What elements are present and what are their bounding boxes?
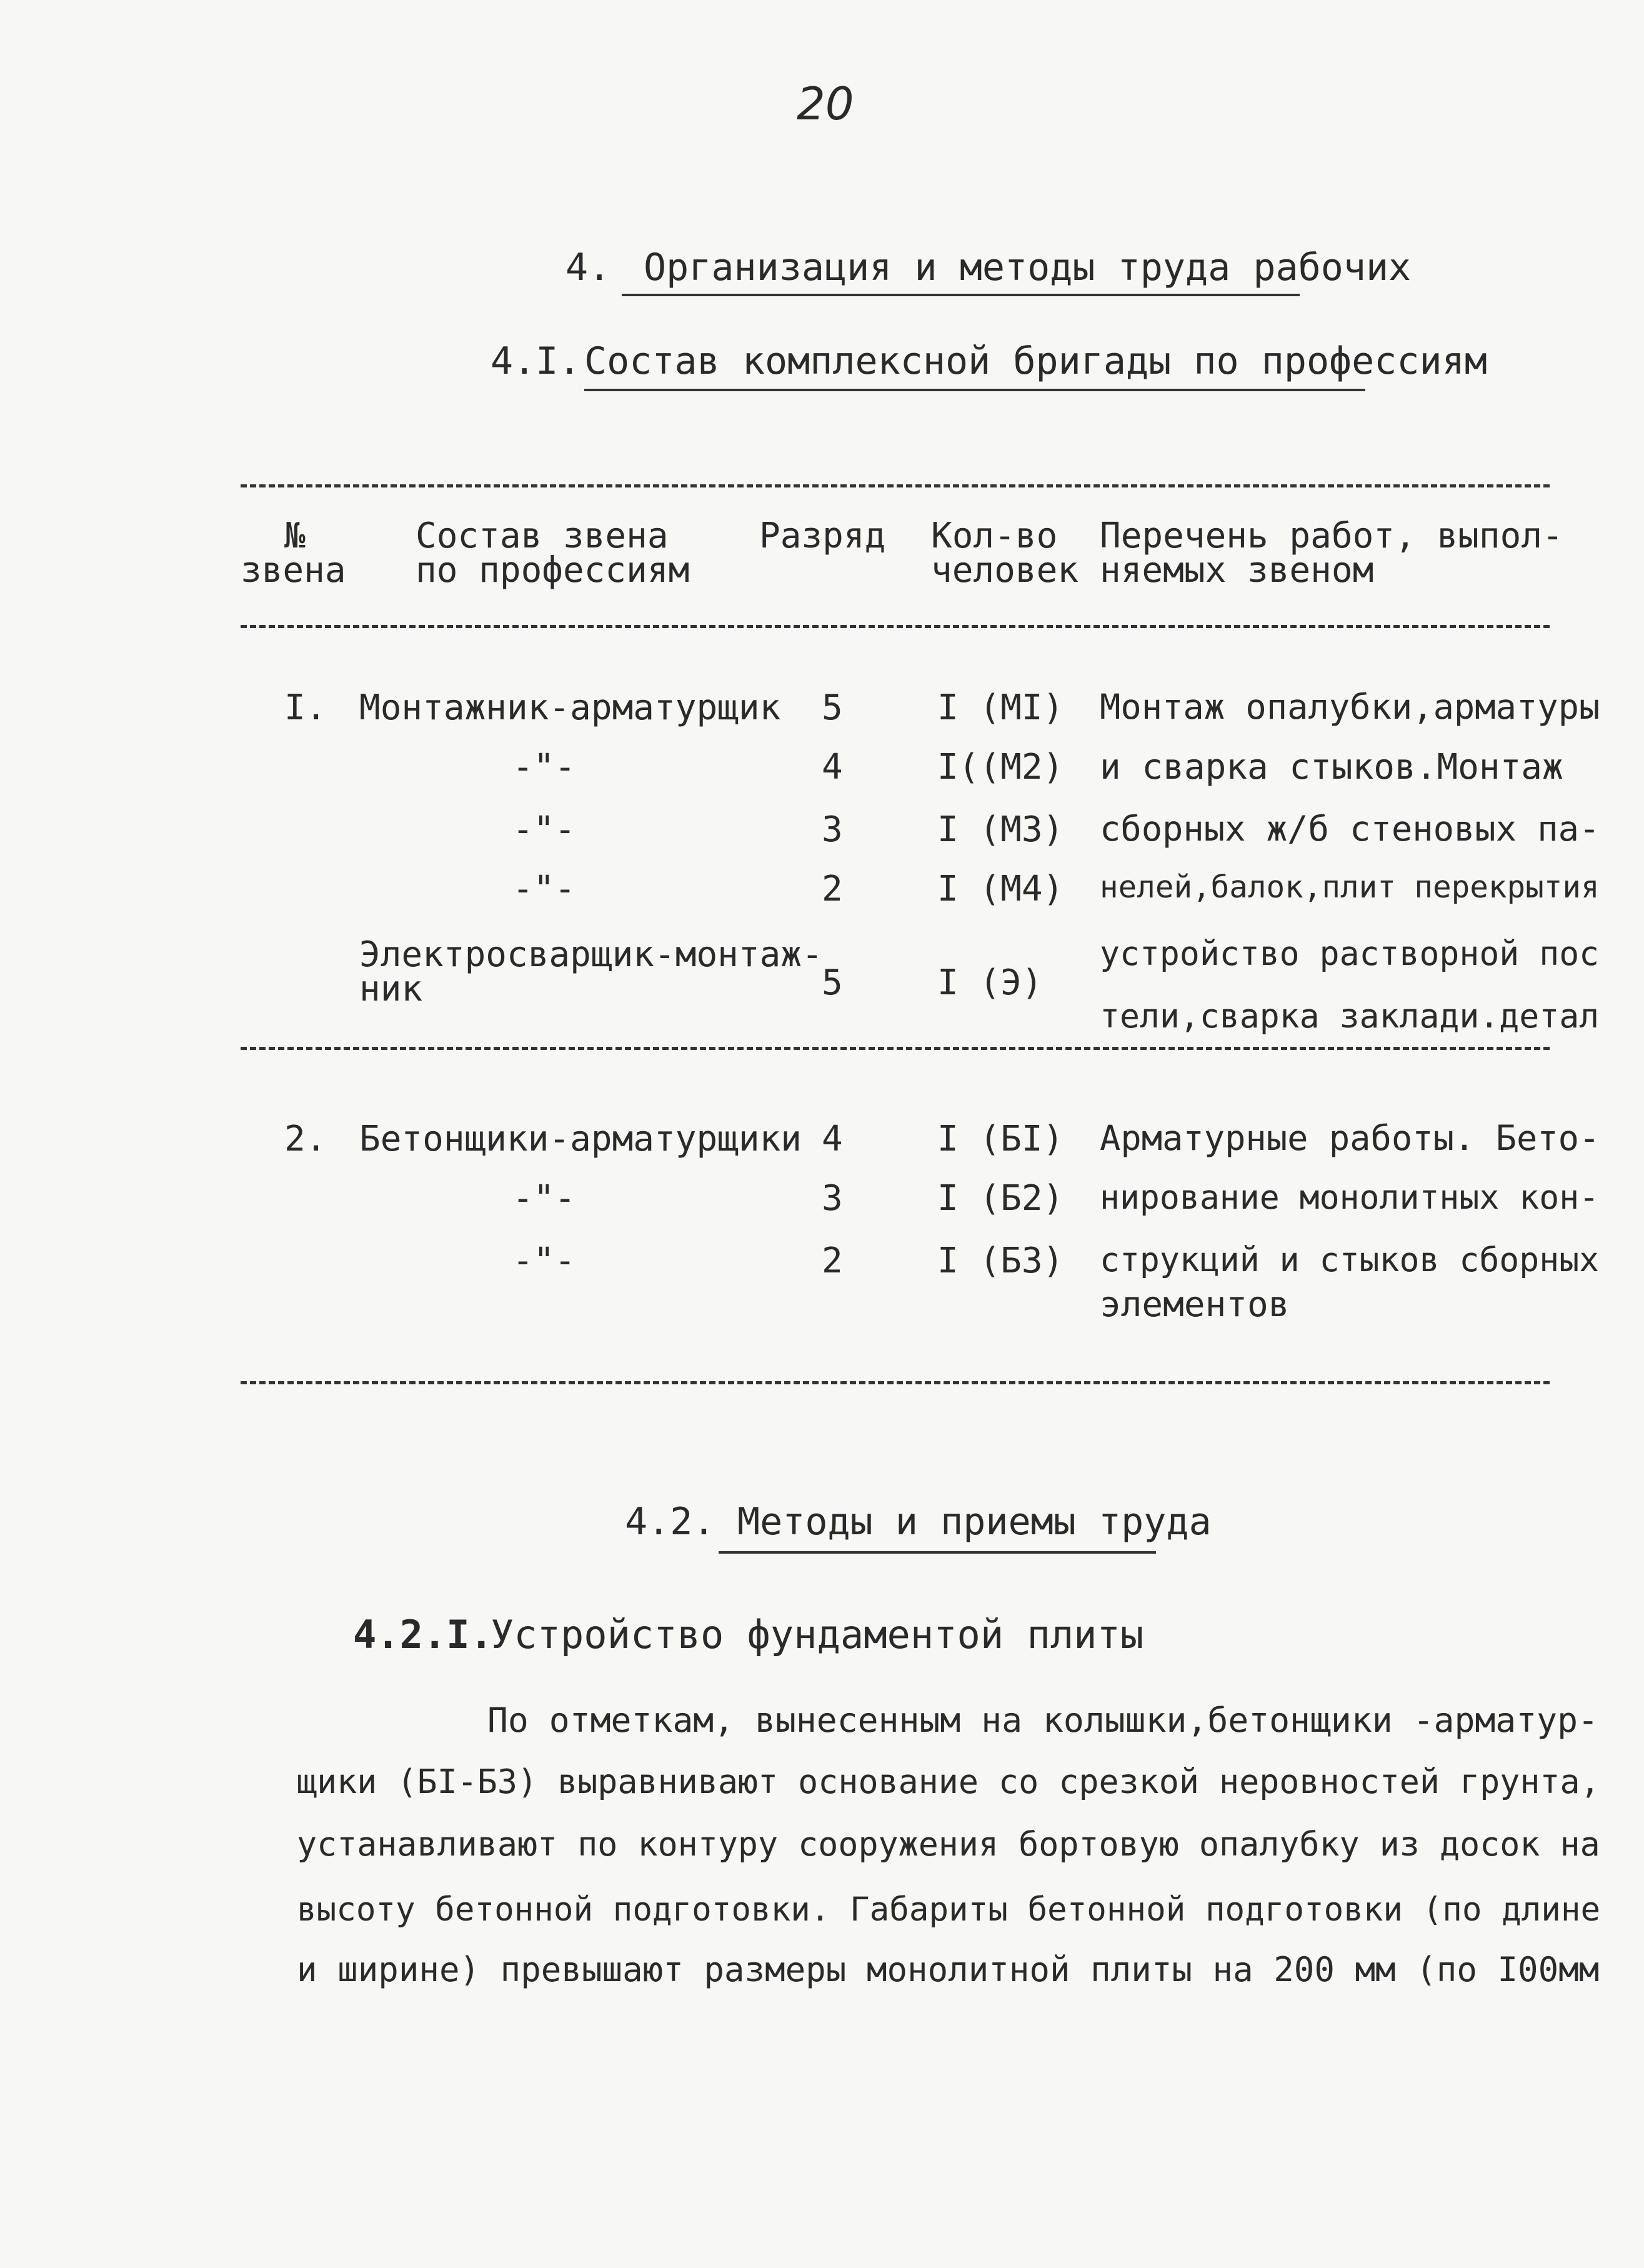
grade-cell: 3 — [822, 1178, 843, 1219]
profession-cell: -"- — [512, 1241, 576, 1281]
header-team-2: по профессиям — [416, 550, 690, 591]
works-line: и сварка стыков.Монтаж — [1100, 747, 1563, 787]
works-line: сборных ж/б стеновых па- — [1100, 809, 1600, 849]
grade-cell: 5 — [822, 687, 843, 728]
works-line: Арматурные работы. Бето- — [1100, 1119, 1600, 1159]
profession-cell-cont: ник — [359, 969, 423, 1009]
section-4-title: Организация и методы труда рабочих — [644, 246, 1412, 289]
paragraph-line: и ширине) превышают размеры монолитной плиты на 200 мм (по I00мм — [297, 1950, 1600, 1989]
profession-cell: -"- — [512, 809, 576, 850]
grade-cell: 3 — [822, 809, 843, 850]
page-number: 20 — [797, 77, 854, 130]
header-grade: Разряд — [759, 516, 886, 556]
paragraph-line: высоту бетонной подготовки. Габариты бетонной подготовки (по длине — [297, 1891, 1601, 1929]
count-cell: I((M2) — [937, 747, 1064, 787]
section-4-2-underline — [719, 1551, 1156, 1554]
count-cell: I (M4) — [937, 869, 1064, 909]
count-cell: I (Б2) — [937, 1178, 1064, 1219]
profession-cell: Электросварщик-монтаж- — [359, 934, 823, 975]
count-cell: I (БI) — [937, 1119, 1064, 1159]
paragraph-line: устанавливают по контуру сооружения бортовую опалубку из досок на — [297, 1825, 1600, 1864]
table-bottom-rule — [241, 1381, 1550, 1384]
works-line: нелей,балок,плит перекрытия — [1100, 869, 1600, 905]
header-no-1: № — [284, 516, 306, 556]
profession-cell: Бетонщики-арматурщики — [359, 1119, 802, 1159]
section-4-underline — [622, 294, 1300, 296]
grade-cell: 4 — [822, 1119, 843, 1159]
header-count-2: человек — [931, 550, 1079, 591]
table-header-rule — [241, 625, 1550, 628]
grade-cell: 4 — [822, 747, 843, 787]
section-4-2-1-title: Устройство фундаментой плиты — [491, 1612, 1144, 1657]
count-cell: I (MI) — [937, 687, 1064, 728]
works-line: элементов — [1100, 1284, 1290, 1325]
profession-cell: -"- — [512, 747, 576, 787]
table-top-rule — [241, 484, 1550, 487]
header-works-1: Перечень работ, выпол- — [1100, 516, 1563, 556]
header-count-1: Кол-во — [931, 516, 1058, 556]
profession-cell: -"- — [512, 869, 576, 909]
grade-cell: 2 — [822, 1241, 843, 1281]
team-number: I. — [284, 687, 327, 728]
grade-cell: 2 — [822, 869, 843, 909]
paragraph-line: По отметкам, вынесенным на колышки,бетонщики -арматур- — [487, 1700, 1598, 1740]
works-line: струкций и стыков сборных — [1100, 1241, 1600, 1279]
grade-cell: 5 — [822, 962, 843, 1003]
section-4-1-number: 4.I. — [491, 339, 581, 383]
section-4-2-1-number: 4.2.I. — [353, 1612, 493, 1657]
team-number: 2. — [284, 1119, 327, 1159]
header-works-2: няемых звеном — [1100, 550, 1374, 591]
header-team-1: Состав звена — [416, 516, 669, 556]
section-4-2-number: 4.2. — [625, 1500, 715, 1544]
count-cell: I (Б3) — [937, 1241, 1064, 1281]
section-4-1-title: Состав комплексной бригады по профессиям — [584, 339, 1487, 383]
section-4-1-underline — [584, 389, 1365, 391]
count-cell: I (M3) — [937, 809, 1064, 850]
works-line: тели,сварка заклади.детал — [1100, 997, 1600, 1036]
paragraph-line: щики (БI-Б3) выравнивают основание со срезкой неровностей грунта, — [297, 1762, 1600, 1801]
profession-cell: Монтажник-арматурщик — [359, 687, 781, 728]
section-4-number: 4. — [565, 246, 611, 289]
profession-cell: -"- — [512, 1178, 576, 1219]
header-no-2: звена — [241, 550, 346, 591]
works-line: нирование монолитных кон- — [1100, 1178, 1600, 1217]
table-group-rule — [241, 1047, 1550, 1050]
section-4-2-title: Методы и приемы труда — [737, 1500, 1212, 1544]
works-line: устройство растворной пос — [1100, 934, 1600, 973]
count-cell: I (Э) — [937, 962, 1043, 1003]
works-line: Монтаж опалубки,арматуры — [1100, 687, 1600, 727]
